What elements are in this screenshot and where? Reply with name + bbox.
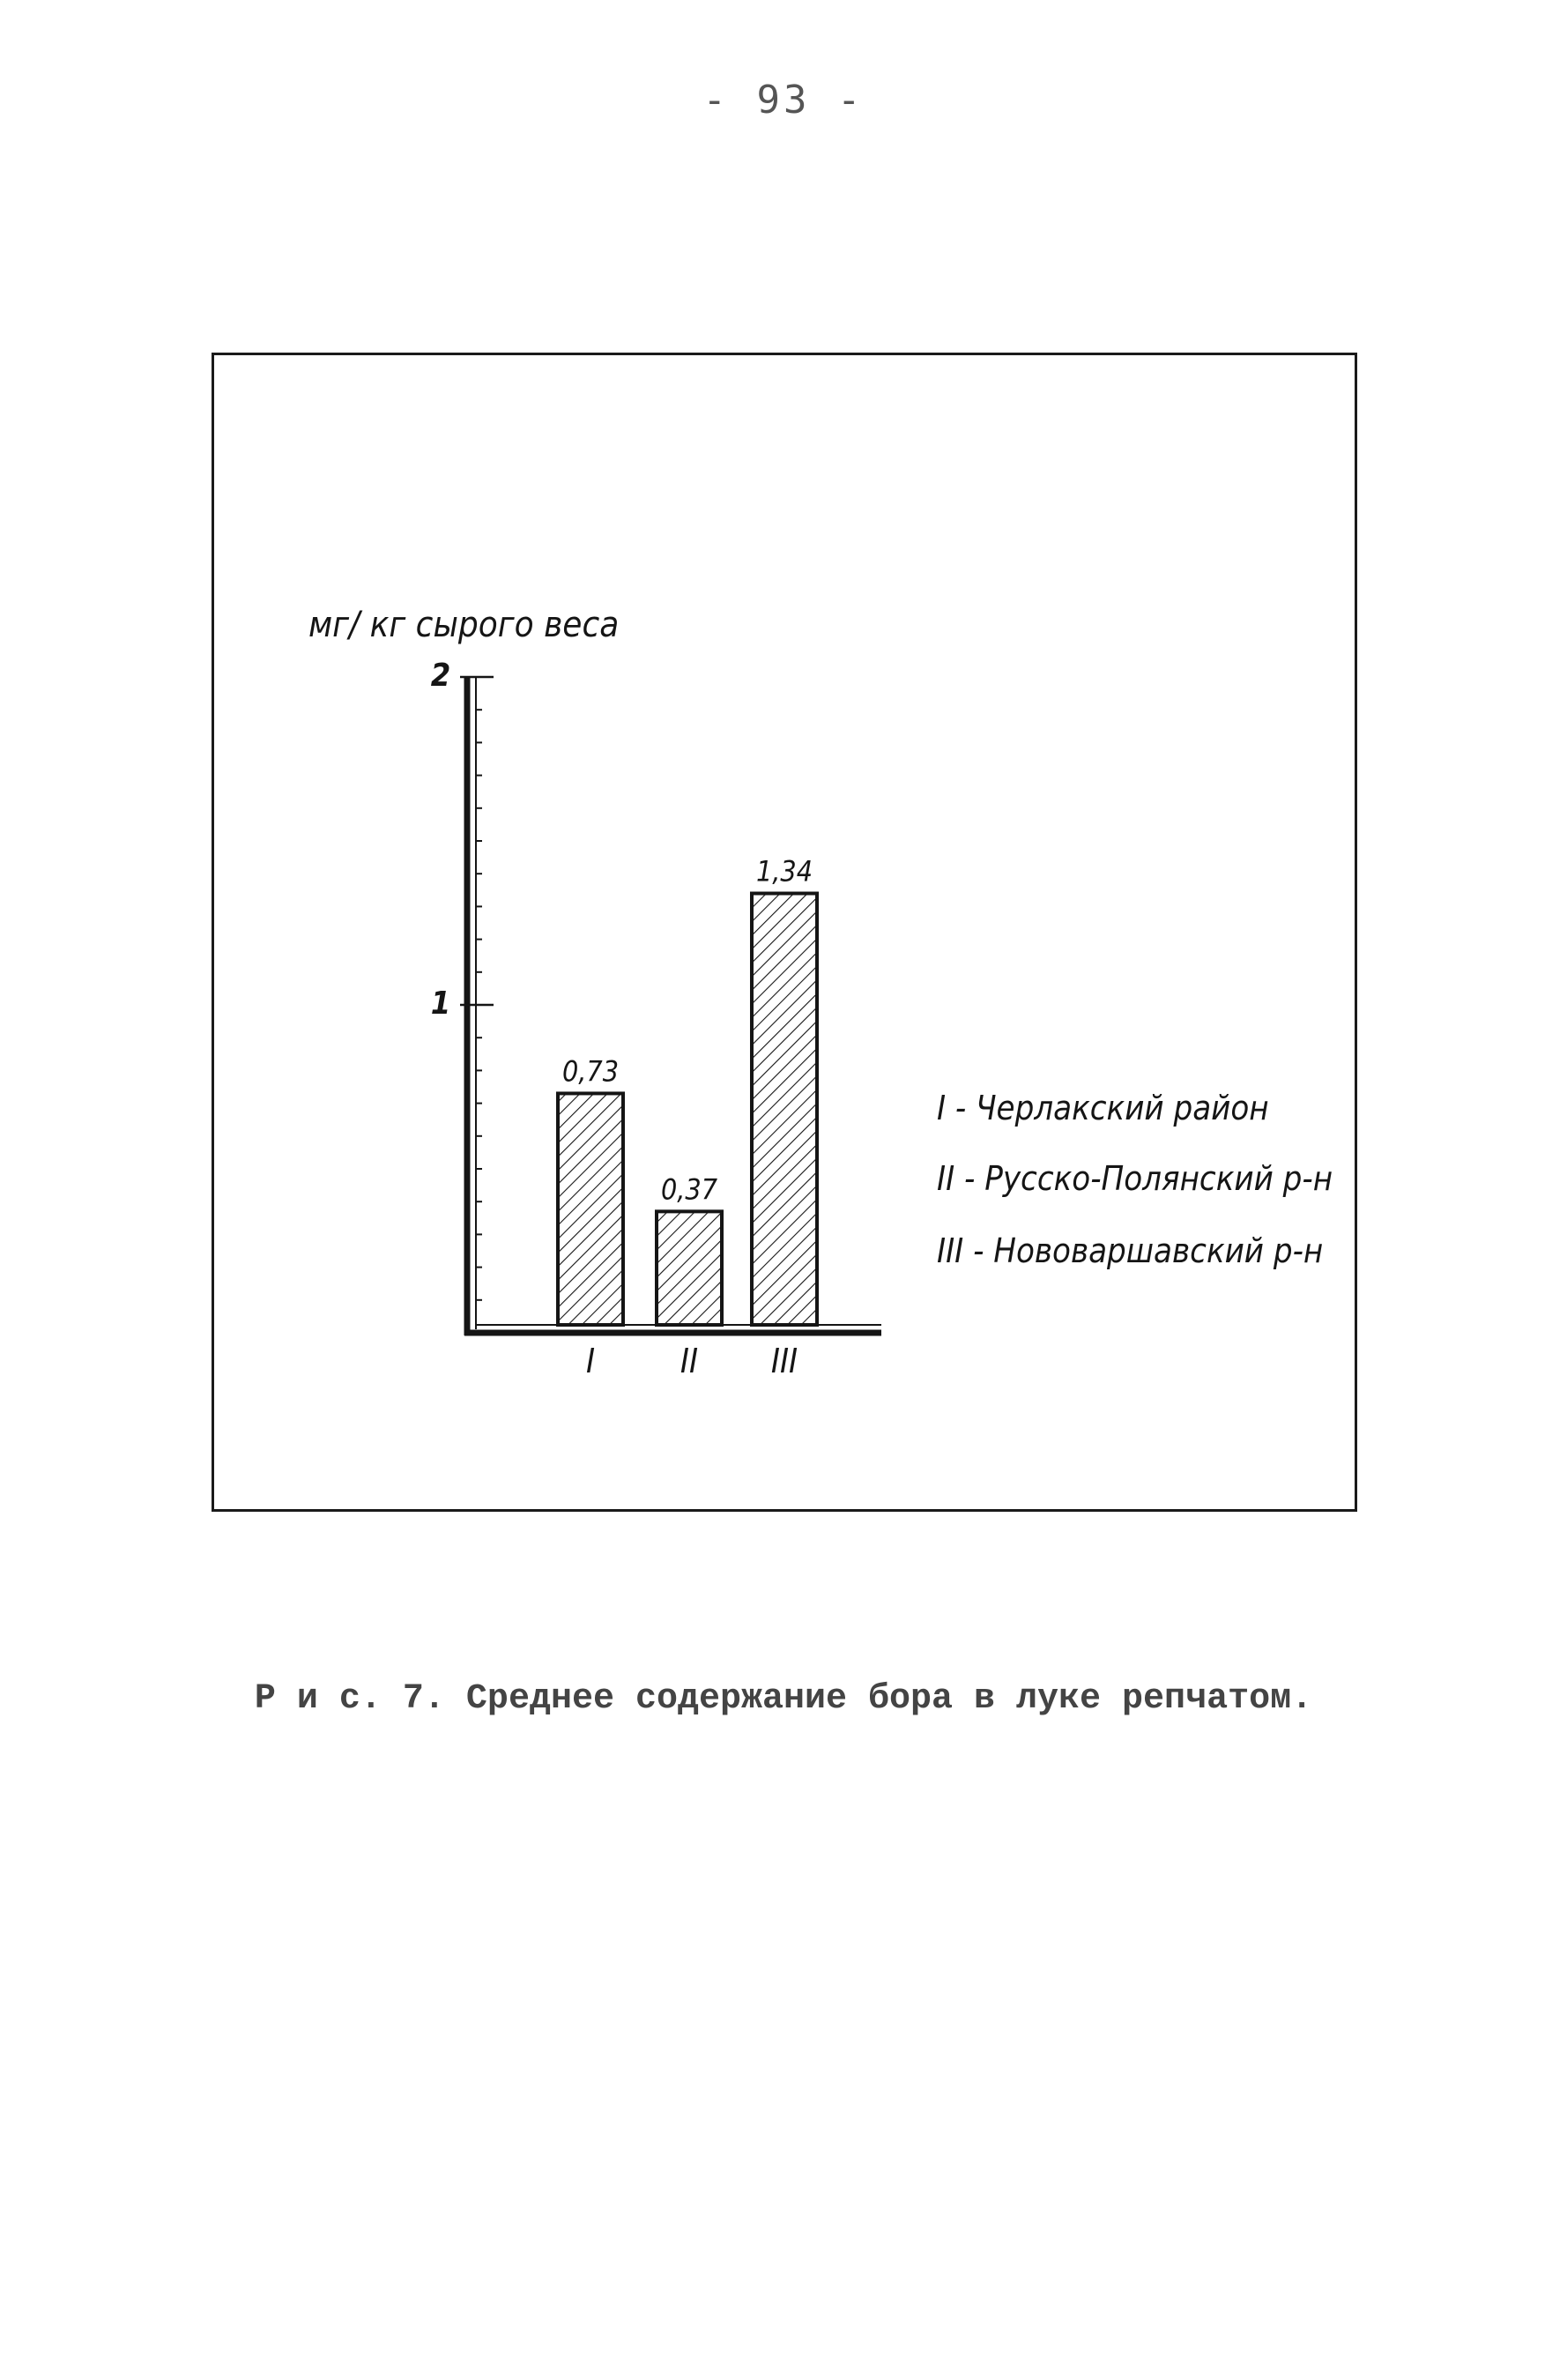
y-tick-label: 1 [430,985,451,1022]
bar-III [752,894,817,1325]
bar-value-label: 0,73 [561,1054,620,1089]
legend-entry: III - Нововаршавский р-н [937,1231,1324,1270]
bar-value-label: 0,37 [660,1172,718,1207]
y-axis [431,658,494,1335]
bar-II [657,1211,722,1325]
x-category-label: II [680,1342,699,1380]
legend-entry: I - Черлакский район [937,1089,1269,1127]
legend-entry: II - Русско-Полянский р-н [937,1159,1333,1198]
bars [558,855,817,1325]
x-axis [464,1325,881,1380]
x-category-label: I [585,1342,596,1380]
x-category-label: III [770,1342,798,1380]
legend [937,1089,1333,1270]
figure-caption: Р и с. 7. Среднее содержание бора в луке репчатом. [254,1679,1313,1719]
bar-I [558,1093,623,1325]
page-number: - 93 - [702,78,865,123]
bar-value-label: 1,34 [755,854,813,889]
y-tick-label: 2 [430,658,451,694]
y-axis-title: мг/ кг сырого веса [308,605,620,645]
